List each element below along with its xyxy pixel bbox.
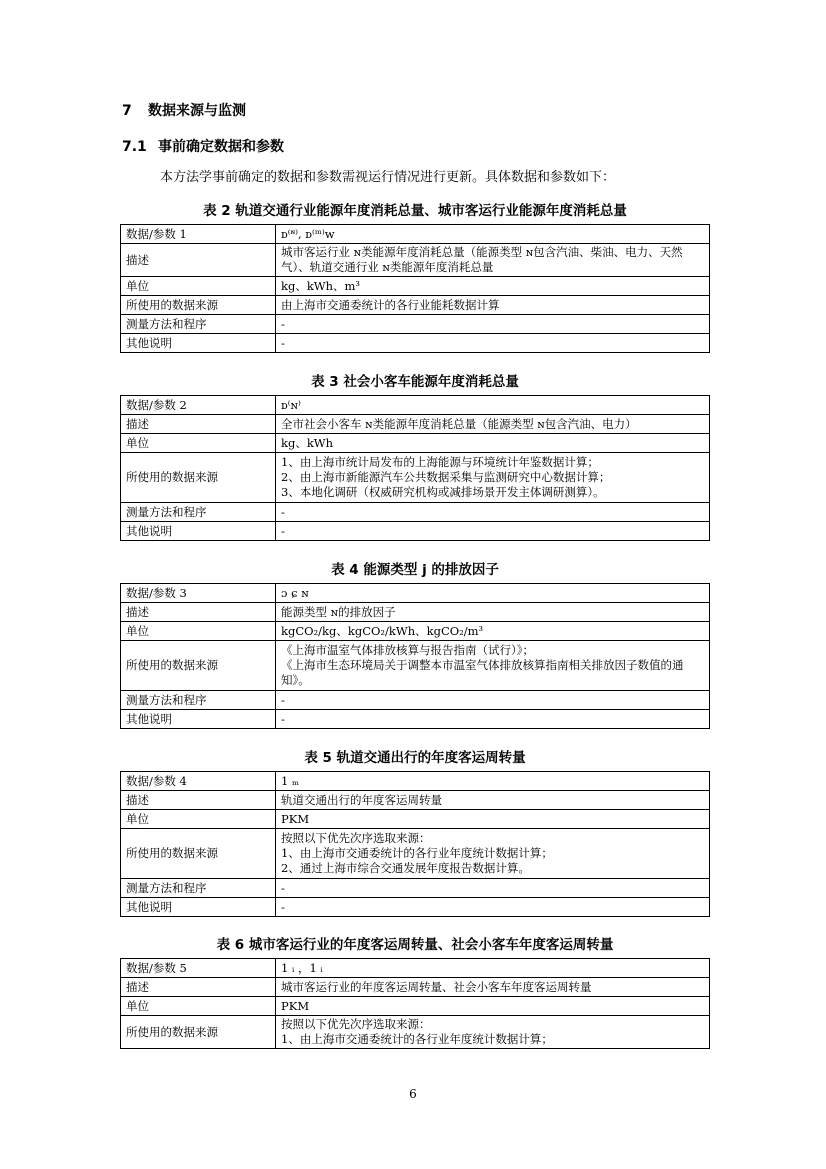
subsection-number: 7.1 [122,139,147,155]
table-row [121,334,710,353]
row-label: 数据/参数 1 [121,225,276,244]
subsection-title: 事前确定数据和参数 [158,139,284,155]
table-row [121,315,710,334]
row-label: 描述 [121,415,276,434]
parameter-table [120,583,710,729]
table-row [121,1016,710,1049]
row-label: 测量方法和程序 [121,691,276,710]
row-value: 城市客运行业 ɴ类能源年度消耗总量（能源类型 ɴ包含汽油、柴油、电力、天然气）、轨道交通行业 ɴ类能源年度消耗总量 [276,244,710,277]
table-caption: 表 5 轨道交通出行的年度客运周转量 [304,750,526,766]
row-label: 所使用的数据来源 [121,641,276,691]
row-value: 按照以下优先次序选取来源： 1、由上海市交通委统计的各行业年度统计数据计算； 2、通过上海市综合交通发展年度报告数据计算。 [276,829,710,879]
table-row [121,959,710,978]
row-value: - [276,503,710,522]
table-row [121,296,710,315]
row-value: 1 ₘ [276,772,710,791]
row-label: 数据/参数 4 [121,772,276,791]
parameter-table [120,395,710,541]
table-row [121,997,710,1016]
row-value: - [276,710,710,729]
row-label: 描述 [121,603,276,622]
row-label: 测量方法和程序 [121,315,276,334]
row-value: 1 ᵢ ，1 ᵢ [276,959,710,978]
row-value: PKM [276,997,710,1016]
row-value: - [276,522,710,541]
section-number: 7 [122,103,132,119]
table-caption: 表 6 城市客运行业的年度客运周转量、社会小客车年度客运周转量 [216,937,614,953]
row-label: 其他说明 [121,334,276,353]
row-label: 所使用的数据来源 [121,453,276,503]
table-row [121,829,710,879]
row-value: 由上海市交通委统计的各行业能耗数据计算 [276,296,710,315]
row-value: - [276,691,710,710]
table-row [121,277,710,296]
intro-paragraph: 本方法学事前确定的数据和参数需视运行情况进行更新。具体数据和参数如下： [160,170,616,185]
table-row [121,603,710,622]
row-label: 测量方法和程序 [121,879,276,898]
row-value: ɔ ɕ ɴ [276,584,710,603]
row-value: 轨道交通出行的年度客运周转量 [276,791,710,810]
row-value: 《上海市温室气体排放核算与报告指南（试行）》； 《上海市生态环境局关于调整本市温室气体排放核算指南相关排放因子数值的通知》。 [276,641,710,691]
table-row [121,396,710,415]
row-value: kg、kWh [276,434,710,453]
table-caption: 表 2 轨道交通行业能源年度消耗总量、城市客运行业能源年度消耗总量 [203,203,627,219]
row-value: ᴅ⁽ᶰ⁾, ᴅ⁽ᵐ⁾ᴡ [276,225,710,244]
row-label: 单位 [121,434,276,453]
row-label: 其他说明 [121,522,276,541]
table-row [121,898,710,917]
table-caption: 表 3 社会小客车能源年度消耗总量 [311,374,519,390]
row-label: 所使用的数据来源 [121,829,276,879]
row-label: 数据/参数 3 [121,584,276,603]
table-row [121,978,710,997]
row-value: PKM [276,810,710,829]
row-label: 描述 [121,978,276,997]
row-label: 所使用的数据来源 [121,296,276,315]
table-row [121,503,710,522]
row-value: 按照以下优先次序选取来源： 1、由上海市交通委统计的各行业年度统计数据计算； [276,1016,710,1049]
row-value: 城市客运行业的年度客运周转量、社会小客车年度客运周转量 [276,978,710,997]
row-value: ᴅ⁽ɴ⁾ [276,396,710,415]
table-row [121,434,710,453]
row-value: 1、由上海市统计局发布的上海能源与环境统计年鉴数据计算； 2、由上海市新能源汽车公共数据采集与监测研究中心数据计算； 3、本地化调研（权威研究机构或减排场景开发主体调研测算）。 [276,453,710,503]
row-label: 描述 [121,791,276,810]
table-row [121,244,710,277]
row-label: 单位 [121,277,276,296]
page-number: 6 [409,1087,417,1101]
row-value: 能源类型 ɴ的排放因子 [276,603,710,622]
row-value: - [276,315,710,334]
section-title: 数据来源与监测 [148,103,246,119]
row-value: - [276,334,710,353]
subsection-heading [122,136,284,156]
table-row [121,584,710,603]
table-row [121,225,710,244]
row-label: 数据/参数 5 [121,959,276,978]
table-row [121,710,710,729]
table-row [121,522,710,541]
row-label: 单位 [121,622,276,641]
parameter-table [120,224,710,353]
row-value: - [276,879,710,898]
table-row [121,691,710,710]
row-label: 所使用的数据来源 [121,1016,276,1049]
table-row [121,622,710,641]
table-row [121,810,710,829]
table-row [121,453,710,503]
table-row [121,415,710,434]
row-label: 其他说明 [121,898,276,917]
table-row [121,879,710,898]
row-label: 数据/参数 2 [121,396,276,415]
row-value: 全市社会小客车 ɴ类能源年度消耗总量（能源类型 ɴ包含汽油、电力） [276,415,710,434]
row-label: 描述 [121,244,276,277]
parameter-table [120,771,710,917]
row-value: kgCO₂/kg、kgCO₂/kWh、kgCO₂/m³ [276,622,710,641]
row-label: 单位 [121,810,276,829]
row-label: 其他说明 [121,710,276,729]
section-heading [122,100,246,120]
row-value: kg、kWh、m³ [276,277,710,296]
table-row [121,772,710,791]
row-value: - [276,898,710,917]
table-row [121,791,710,810]
table-row [121,641,710,691]
row-label: 测量方法和程序 [121,503,276,522]
parameter-table [120,958,710,1049]
table-caption: 表 4 能源类型 j 的排放因子 [331,562,499,578]
row-label: 单位 [121,997,276,1016]
